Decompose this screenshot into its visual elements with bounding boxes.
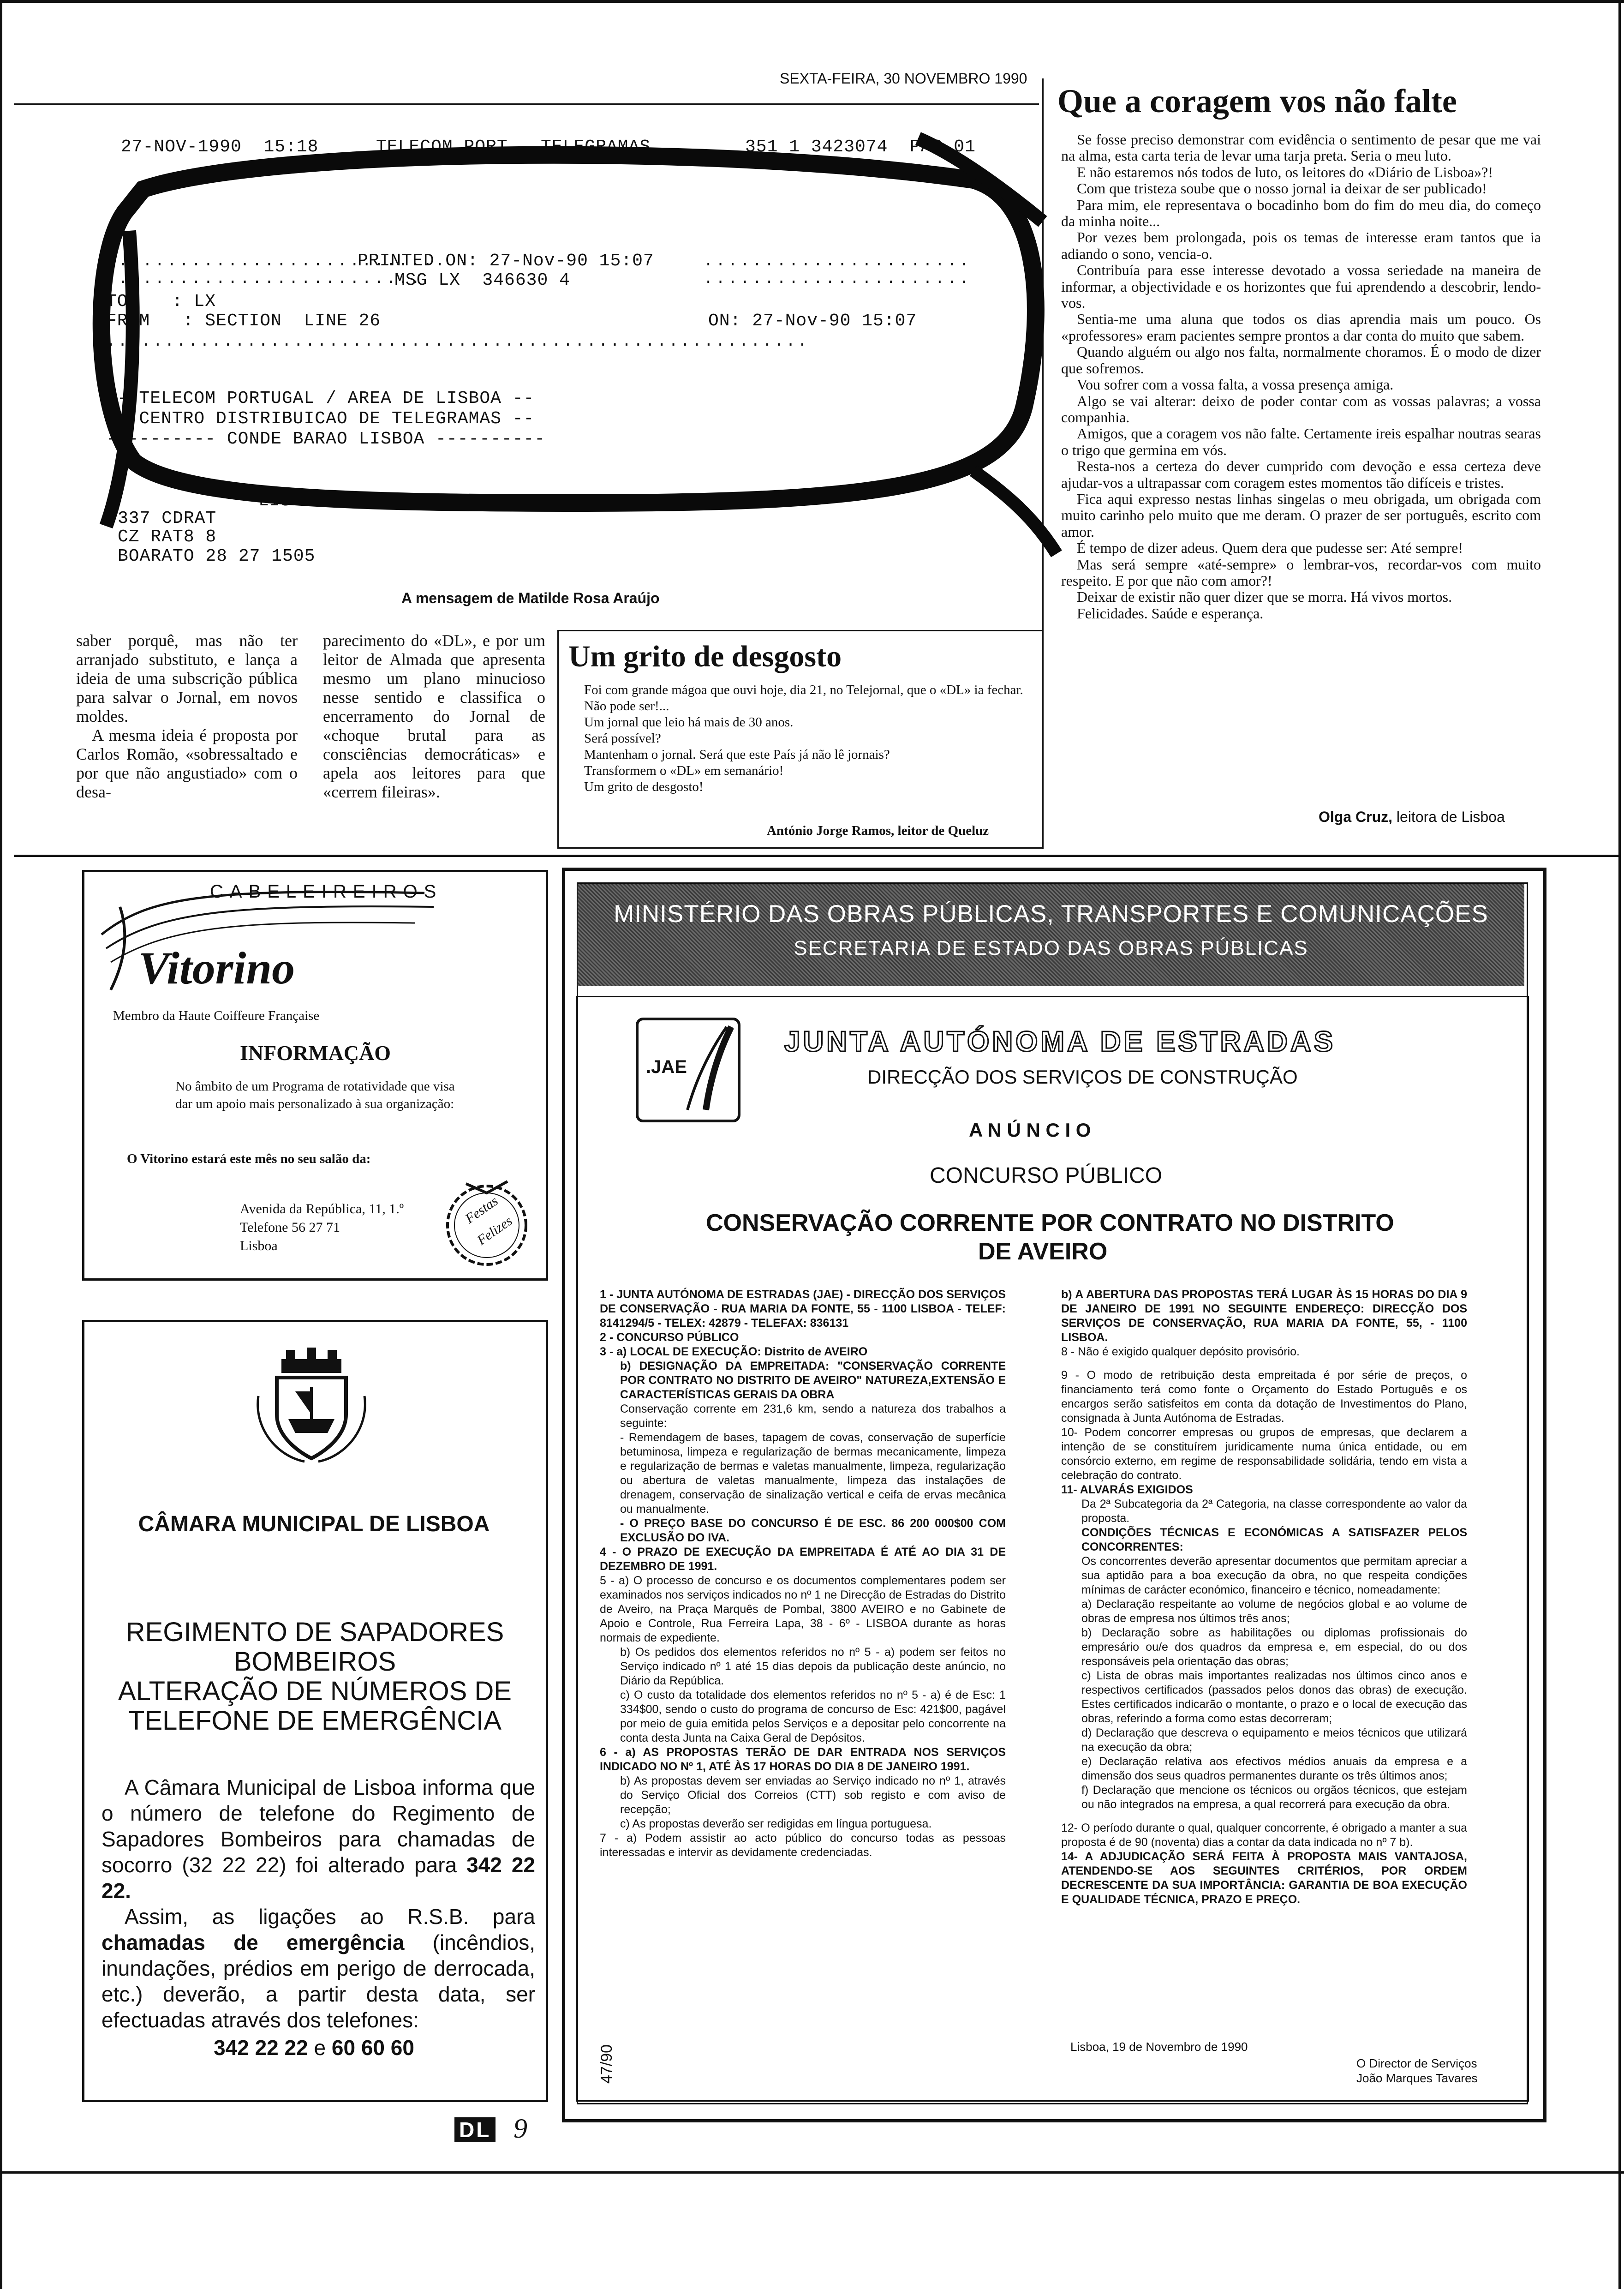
cml-headline1: REGIMENTO DE SAPADORES BOMBEIROS (125, 1617, 504, 1677)
vitorino-info-text: No âmbito de um Programa de rotatividade que visa dar um apoio mais personalizado à sua organização: (175, 1079, 455, 1111)
cml-org: CÂMARA MUNICIPAL DE LISBOA (138, 1512, 490, 1536)
jae-right-14: f) Declaração que mencione os técnicos ou orgãos técnicos, que estejam ou não integrados na empresa, a qual recorrerá para execução da obra. (1081, 1784, 1467, 1811)
grito-line-2: Não pode ser!... (584, 699, 669, 713)
cml-headline2: ALTERAÇÃO DE NÚMEROS DE TELEFONE DE EMERGÊNCIA (118, 1676, 512, 1736)
telex-dots3: .......................... (106, 270, 423, 288)
article-col2 (323, 631, 545, 802)
vitorino-brand-name: Vitorino (138, 942, 295, 994)
telex-dots5: ............................................................ (106, 333, 810, 351)
jae-left-5: Conservação corrente em 231,6 km, sendo a natureza dos trabalhos a seguinte: (620, 1402, 1006, 1430)
cml-p1-text: A Câmara Municipal de Lisboa informa que o número de telefone do Regimento de Sapadores Bombeiros para chamadas de socorro (32 22 22) foi alterado para (102, 1775, 535, 1877)
header-rule (14, 103, 1039, 105)
jae-right-6: Da 2ª Subcategoria da 2ª Categoria, na classe correspondente ao valor da proposta. (1081, 1498, 1467, 1525)
grito-line-4: Será possível? (584, 731, 661, 746)
cml-p1-number: 342 22 22. (102, 1853, 535, 1903)
vitorino-brand-top: CABELEIREIROS (210, 881, 443, 902)
jae-right-4: 10- Podem concorrer empresas ou grupos de empresas, que declarem a intenção de se constituírem juridicamente numa única entidade, ou em consórcio externo, em regime de responsabilidade solidária, tendo em vista a celebração do contrato. (1061, 1426, 1467, 1482)
jae-right-9: a) Declaração respeitante ao volume de negócios global e ao volume de obras de empresa nos últimos três anos; (1081, 1598, 1467, 1625)
jae-left-8: 4 - O PRAZO DE EXECUÇÃO DA EMPREITADA É ATÉ AO DIA 31 DE DEZEMBRO DE 1991. (600, 1546, 1006, 1573)
grito-signature: António Jorge Ramos, leitor de Queluz (767, 823, 989, 838)
jae-code: 47/90 (598, 2044, 615, 2084)
jae-direccao: DIRECÇÃO DOS SERVIÇOS DE CONSTRUÇÃO (867, 1066, 1298, 1088)
jae-concurso: CONCURSO PÚBLICO (930, 1163, 1163, 1188)
jae-right-8: Os concorrentes deverão apresentar documentos que permitam apreciar a sua aptidão para a boa execução da obra, no que respeita condições mínimas de carácter económico, financeiro e técnico, nomeadamente: (1081, 1555, 1467, 1596)
jae-date: Lisboa, 19 de Novembro de 1990 (1070, 2040, 1248, 2054)
coragem-p11: Amigos, que a coragem vos não falte. Certamente ireis espalhar noutras searas o trigo que germina em vós. (1061, 425, 1541, 458)
jae-right-1: b) A ABERTURA DAS PROPOSTAS TERÁ LUGAR ÀS 15 HORAS DO DIA 9 DE JANEIRO DE 1991 NO SEGUINTE ENDEREÇO: DIRECÇÃO DOS SERVIÇOS DE CONSERVAÇÃO, RUA MARIA DA FONTE, 55, - 1100 LISBOA. (1061, 1288, 1467, 1344)
ministerio-subtitle: SECRETARIA DE ESTADO DAS OBRAS PÚBLICAS (794, 937, 1308, 959)
coragem-body (1061, 132, 1541, 622)
jae-right-16: 14- A ADJUDICAÇÃO SERÁ FEITA À PROPOSTA MAIS VANTAJOSA, ATENDENDO-SE AOS SEGUINTES CRITÉRIOS, POR ORDEM DECRESCENTE DA SUA IMPORTÂNCIA: GARANTIA DE BOA EXECUÇÃO E QUALIDADE TÉCNICA, PRAZO E PREÇO. (1061, 1850, 1467, 1906)
jae-right-2: 8 - Não é exigido qualquer depósito provisório. (1061, 1345, 1300, 1358)
coragem-p3: Com que tristeza soube que o nosso jornal ia deixar de ser publicado! (1077, 180, 1487, 197)
coragem-p15: Mas será sempre «até-sempre» o lembrar-vos, recordar-vos com muito respeito. E por que não com amor?! (1061, 556, 1541, 589)
vitorino-address2: Telefone 56 27 71 (240, 1220, 340, 1235)
coragem-p7: Sentia-me uma aluna que todos os dias aprendia mais um pouco. Os «professores» eram pacientes sempre prontos a dar conta do muito que sabem. (1061, 311, 1541, 344)
jae-right-7: CONDIÇÕES TÉCNICAS E ECONÓMICAS A SATISFAZER PELOS CONCORRENTES: (1081, 1526, 1467, 1553)
jae-left-13: b) As propostas devem ser enviadas ao Serviço indicado no nº 1, através do Serviço Oficial dos Correios (CTT) sob registo e com aviso de recepção; (620, 1774, 1006, 1816)
jae-left-9: 5 - a) O processo de concurso e os documentos complementares podem ser examinados nos serviços indicados no nº 1 ne Direcção de Estradas do Distrito de Aveiro, na Praça Marquês de Pombal, 3800 AVEIRO e no Gabinete de Apoio e Controle, Rua Ferreira Lapa, 38 - 6º - LISBOA durante as horas normais de expediente. (600, 1574, 1006, 1644)
road-icon (641, 1022, 734, 1115)
telex-org3: ---------- CONDE BARAO LISBOA ---------- (106, 429, 546, 449)
telex-to: TO : LX (106, 292, 216, 312)
telex-printed: PRINTED ON: 27-Nov-90 15:07 (358, 251, 654, 271)
cml-paragraph2 (102, 1904, 535, 2033)
telex-from: FROM : SECTION LINE 26 (106, 311, 381, 331)
festas-text-2: Felizes (474, 1213, 515, 1248)
telex-on: ON: 27-Nov-90 15:07 (708, 311, 917, 331)
telex-code1: LISB P (258, 491, 324, 511)
coragem-p1: Se fosse preciso demonstrar com evidência o sentimento de pesar que me vai na alma, esta carta teria de levar uma tarja preta. Seria o meu luto. (1061, 131, 1541, 164)
jae-left-14: c) As propostas deverão ser redigidas em língua portuguesa. (620, 1817, 932, 1830)
telex-caption: A mensagem de Matilde Rosa Araújo (401, 590, 660, 606)
jae-right-10: b) Declaração sobre as habilitações ou diplomas profissionais do empresário ou/e dos quadros da empresa e, em especial, do ou dos responsáveis pela orientação das obras; (1081, 1626, 1467, 1668)
right-edge-rule (1618, 0, 1621, 2289)
jae-left-12: 6 - a) AS PROPOSTAS TERÃO DE DAR ENTRADA NOS SERVIÇOS INDICADO NO Nº 1, ATÉ ÀS 17 HORAS DO DIA 8 DE JANEIRO 1991. (600, 1746, 1006, 1773)
grito-line-7: Um grito de desgosto! (584, 779, 704, 794)
jae-right-column (1061, 1288, 1467, 1907)
coragem-p6: Contribuía para esse interesse devotado a vossa seriedade na maneira de informar, a objectividade e os horizontes que fui aprendendo a descobrir, lendo-vos. (1061, 262, 1541, 312)
grito-line-1: Foi com grande mágoa que ouvi hoje, dia 21, no Telejornal, que o «DL» ia fechar. (584, 683, 1023, 697)
vitorino-member: Membro da Haute Coiffeure Française (113, 1008, 320, 1023)
jae-right-12: d) Declaração que descreva o equipamento e meios técnicos que utilizará na execução da obra; (1081, 1726, 1467, 1754)
grito-line-3: Um jornal que leio há mais de 30 anos. (584, 715, 794, 730)
telex-line1-right: 351 1 3423074 PAG.01 (745, 137, 976, 157)
telex-code4: BOARATO 28 27 1505 (118, 546, 316, 566)
jae-left-4: b) DESIGNAÇÃO DA EMPREITADA: "CONSERVAÇÃO CORRENTE POR CONTRATO NO DISTRITO DE AVEIRO" NATUREZA,EXTENSÃO E CARACTERÍSTICAS GERAIS DA OBRA (620, 1360, 1006, 1401)
jae-right-11: c) Lista de obras mais importantes realizadas nos últimos cinco anos e respectivos certificados (passados pelos donos das obras) de execução. Estes certificados indicarão o montante, o prazo e o local de execução das obras, referindo a forma como estas decorreram; (1081, 1669, 1467, 1725)
left-edge-rule (0, 0, 2, 2289)
cml-phone-a: 342 22 22 (214, 2036, 308, 2060)
cml-paragraph1 (102, 1774, 535, 1904)
telex-org2: -- CENTRO DISTRIBUICAO DE TELEGRAMAS -- (106, 409, 535, 429)
festas-text-1: Festas (462, 1193, 501, 1227)
jae-left-3: 3 - a) LOCAL DE EXECUÇÃO: Distrito de AVEIRO (600, 1345, 868, 1358)
coragem-p9: Vou sofrer com a vossa falta, a vossa presença amiga. (1077, 376, 1394, 393)
coragem-p8: Quando alguém ou algo nos falta, normalmente choramos. É o modo de dizer que sofremos. (1061, 343, 1541, 377)
jae-left-7: - O PREÇO BASE DO CONCURSO É DE ESC. 86 200 000$00 COM EXCLUSÃO DO IVA. (620, 1517, 1006, 1544)
jae-obra1: CONSERVAÇÃO CORRENTE POR CONTRATO NO DISTRITO (706, 1210, 1394, 1236)
jae-left-10: b) Os pedidos dos elementos referidos no nº 5 - a) podem ser feitos no Serviço indicado nº 1 até 15 dias depois da publicação deste anúncio, no Diário da República. (620, 1646, 1006, 1687)
telex-line1-left: 27-NOV-1990 15:18 (121, 137, 319, 157)
coragem-signature-rest: leitora de Lisboa (1396, 809, 1505, 825)
jae-name: JUNTA AUTÓNOMA DE ESTRADAS (784, 1026, 1336, 1058)
article-col2-p1: parecimento do «DL», e por um leitor de Almada que apresenta mesmo um plano minucioso nesse sentido e classifica o encerramento do Jornal de «choque brutal para as consciências democráticas» e apela aos leitores para que «cerrem fileiras». (323, 631, 545, 801)
cml-p2-pre: Assim, as ligações ao R.S.B. para (125, 1905, 535, 1929)
telex-dots4: ...................... (704, 270, 972, 288)
telex-dots1: ............................ (106, 253, 448, 270)
jae-signer (1356, 2056, 1478, 2085)
ministerio-title: MINISTÉRIO DAS OBRAS PÚBLICAS, TRANSPORTES E COMUNICAÇÕES (614, 900, 1488, 928)
coragem-title: Que a coragem vos não falte (1057, 83, 1457, 120)
jae-left-2: 2 - CONCURSO PÚBLICO (600, 1331, 739, 1344)
coragem-p13: Fica aqui expresso nestas linhas singelas o meu obrigada, um obrigada com muito carinho pelo muito que me deram. O prazer de ser português, escrito com amor. (1061, 490, 1541, 540)
telex-org1: -- TELECOM PORTUGAL / AREA DE LISBOA -- (106, 389, 535, 408)
jae-anuncio: A N Ú N C I O (969, 1119, 1091, 1141)
telex-circle-mark (74, 111, 1066, 572)
bottom-edge-rule (0, 2171, 1624, 2174)
coragem-signature-name: Olga Cruz, (1319, 809, 1393, 825)
telex-dots2: ...................... (704, 253, 972, 270)
jae-signer-1: O Director de Serviços (1356, 2056, 1477, 2070)
telex-code3: CZ RAT8 8 (118, 527, 217, 547)
telex-msg: MSG LX 346630 4 (394, 270, 570, 290)
jae-obra2: DE AVEIRO (978, 1238, 1108, 1265)
telex-code2: 337 CDRAT (118, 509, 217, 528)
cml-phone-and: e (314, 2036, 326, 2060)
lisboa-coat-of-arms-icon (249, 1341, 374, 1465)
cml-p2-post: (incêndios, inundações, prédios em perigo de derrocada, etc.) deverão, a partir desta data, ser efectuadas através dos telefones: (102, 1930, 536, 2032)
vitorino-info-title: INFORMAÇÃO (240, 1041, 391, 1065)
coragem-p17: Felicidades. Saúde e esperança. (1077, 605, 1264, 622)
festas-felizes-wreath-icon (434, 1168, 540, 1274)
vitorino-address1: Avenida da República, 11, 1.º (240, 1201, 404, 1216)
coragem-p10: Algo se vai alterar: deixo de poder contar com as vossas palavras; a vossa companhia. (1061, 392, 1541, 425)
coragem-p16: Deixar de existir não quer dizer que se morra. Há vivos mortos. (1077, 588, 1452, 605)
grito-body (568, 682, 1034, 795)
cml-phones (82, 2035, 546, 2060)
page-number: 9 (513, 2113, 527, 2144)
vitorino-address (240, 1200, 404, 1255)
coragem-p4: Para mim, ele representava o bocadinho bom do fim do meu dia, do começo da minha noite... (1061, 196, 1541, 230)
jae-right-15: 12- O período durante o qual, qualquer concorrente, é obrigado a manter a sua proposta é de 90 (noventa) dias a contar da data indicada no nº 7 b). (1061, 1822, 1467, 1849)
jae-left-1: 1 - JUNTA AUTÓNOMA DE ESTRADAS (JAE) - DIRECÇÃO DOS SERVIÇOS DE CONSERVAÇÃO - RUA MARIA DA FONTE, 55 - 1100 LISBOA - TELEF: 8141294/5 - TELEX: 42879 - TELEFAX: 836131 (600, 1288, 1006, 1330)
jae-left-11: c) O custo da totalidade dos elementos referidos no nº 5 - a) é de Esc: 1 334$00, sendo o custo do programa de concurso de Esc: 421$00, pagável por meio de guia emitida pelos Serviços e a depositar pelo concorrente na conta desta Junta na Caixa Geral de Depósitos. (620, 1689, 1006, 1744)
article-col1-p1: saber porquê, mas não ter arranjado substituto, e lança a ideia de uma subscrição pública para salvar o Jornal, em novos moldes. (76, 631, 298, 725)
vitorino-notice: O Vitorino estará este mês no seu salão da: (127, 1151, 371, 1166)
section-rule (14, 855, 1618, 857)
top-edge-rule (0, 0, 1624, 3)
cml-p2-bold: chamadas de emergência (102, 1930, 405, 1954)
article-col1-p2: A mesma ideia é proposta por Carlos Romão, «sobressaltado e por que não angustiado» com o desa- (76, 726, 298, 801)
jae-right-5: 11- ALVARÁS EXIGIDOS (1061, 1483, 1193, 1496)
grito-title: Um grito de desgosto (568, 640, 842, 673)
jae-logo-text: .JAE (646, 1057, 687, 1077)
ministerio-banner (578, 884, 1524, 986)
jae-signer-2: João Marques Tavares (1356, 2071, 1478, 2085)
date-line: SEXTA-FEIRA, 30 NOVEMBRO 1990 (780, 70, 1027, 87)
coragem-p14: É tempo de dizer adeus. Quem dera que pudesse ser: Até sempre! (1077, 539, 1463, 557)
article-col1 (76, 631, 298, 802)
dl-logo: DL (454, 2117, 496, 2142)
coragem-p5: Por vezes bem prolongada, pois os temas de interesse eram tantos que ia adiando o sono, vencia-o. (1061, 229, 1541, 262)
vitorino-address3: Lisboa (240, 1238, 278, 1253)
cml-phone-b: 60 60 60 (331, 2036, 414, 2060)
coragem-signature (1319, 809, 1505, 826)
coragem-p2: E não estaremos nós todos de luto, os leitores do «Diário de Lisboa»?! (1077, 163, 1493, 180)
telex-line1-mid: TELECOM PORT - TELEGRAMAS (376, 137, 651, 157)
grito-line-5: Mantenham o jornal. Será que este País já não lê jornais? (584, 747, 890, 762)
jae-right-3: 9 - O modo de retribuição desta empreitada é por série de preços, o financiamento terá como fonte o Orçamento do Estado Português e os encargos serão satisfeitos em conta da dotação de Investimentos do Plano, consignada à Junta Autónoma de Estradas. (1061, 1369, 1467, 1425)
grito-line-6: Transformem o «DL» em semanário! (584, 763, 784, 778)
coragem-p12: Resta-nos a certeza do dever cumprido com devoção e essa certeza deve ajudar-vos a ultrapassar com coragem estes momentos tão difíceis e tristes. (1061, 458, 1541, 491)
jae-left-6: - Remendagem de bases, tapagem de covas, conservação de superfície betuminosa, limpeza e regularização de bermas mecanicamente, limpeza e regularização de bermas e valetas manualmente, limpeza, regularização ou abertura de valetas manualmente, limpeza das instalações de drenagem, conservação de sinalização vertical e ceifa de ervas mecânica ou manualmente. (620, 1431, 1006, 1516)
jae-left-15: 7 - a) Podem assistir ao acto público do concurso todas as pessoas interessadas e intervir as devidamente credenciadas. (600, 1832, 1006, 1859)
jae-left-column (600, 1288, 1006, 1860)
jae-right-13: e) Declaração relativa aos efectivos médios anuais da empresa e a dimensão dos seus quadros permanentes durante os três últimos anos; (1081, 1755, 1467, 1782)
